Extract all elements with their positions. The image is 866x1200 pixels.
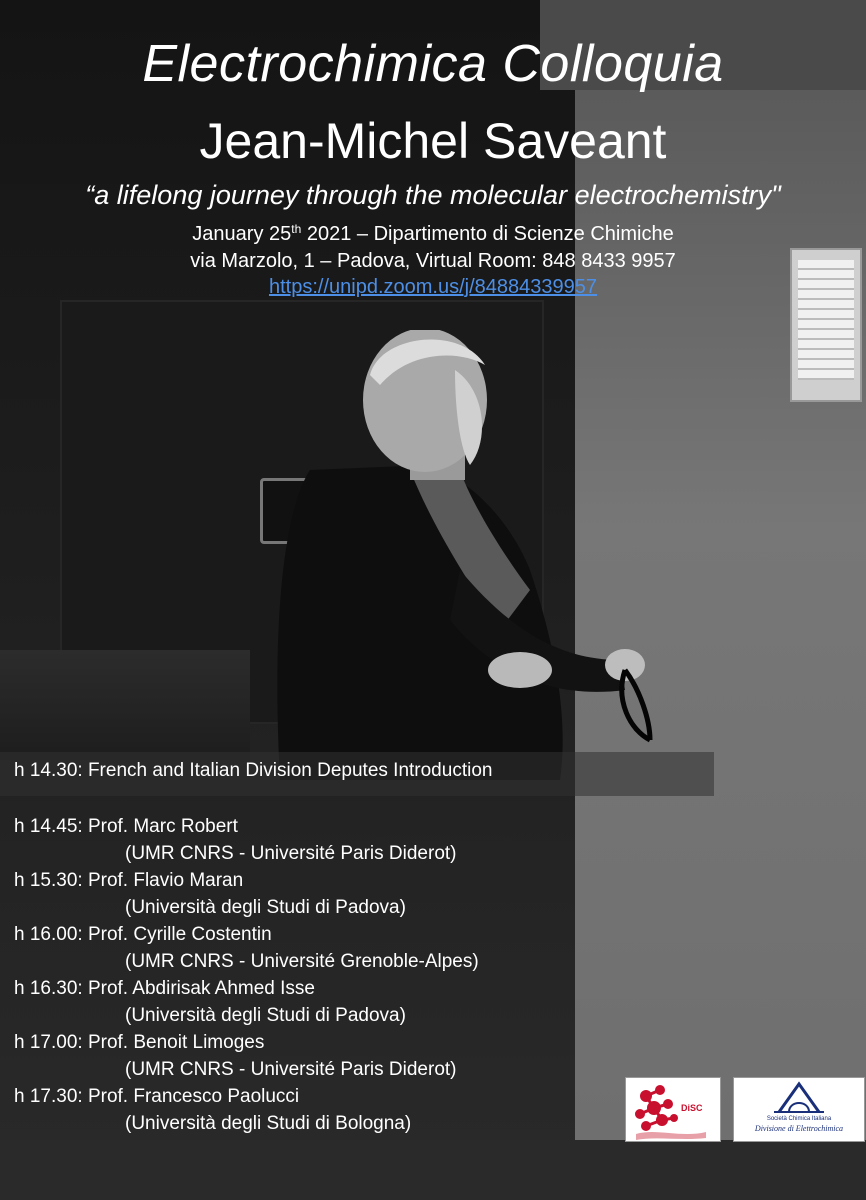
agenda-item-affiliation: (Università degli Studi di Bologna): [125, 1113, 412, 1134]
agenda-item-time-title: h 17.30: Prof. Francesco Paolucci: [14, 1086, 300, 1107]
agenda-item-affiliation: (UMR CNRS - Université Grenoble-Alpes): [125, 951, 479, 972]
agenda-item-affiliation: (UMR CNRS - Université Paris Diderot): [125, 843, 457, 864]
date-ordinal: th: [291, 222, 302, 236]
talk-subtitle: “a lifelong journey through the molecular electrochemistry": [85, 180, 781, 210]
sci-logo-line2: Divisione di Elettrochimica: [754, 1124, 844, 1133]
agenda-item-affiliation: (Università degli Studi di Padova): [125, 897, 406, 918]
speaker-photo: [230, 330, 660, 780]
date-line: [0, 222, 866, 246]
date-prefix: January 25: [192, 223, 292, 245]
sci-logo: [733, 1077, 865, 1142]
agenda-item-time-title: h 15.30: Prof. Flavio Maran: [14, 870, 244, 891]
disc-logo: [625, 1077, 721, 1142]
zoom-link-row: [0, 276, 866, 299]
series-title: Electrochimica Colloquia: [142, 35, 724, 93]
disc-logo-text: DiSC: [681, 1103, 703, 1113]
bench: [0, 650, 250, 760]
zoom-link[interactable]: https://unipd.zoom.us/j/84884339957: [268, 276, 598, 298]
agenda-item-time-title: h 14.30: French and Italian Division Deputes Introduction: [14, 760, 493, 781]
sci-emblem-icon: [734, 1078, 864, 1118]
agenda-item-time-title: h 16.30: Prof. Abdirisak Ahmed Isse: [14, 978, 316, 999]
venue-line: via Marzolo, 1 – Padova, Virtual Room: 848 8433 9957: [190, 250, 676, 272]
sci-logo-line1: Società Chimica Italiana: [766, 1116, 832, 1122]
speaker-name: Jean-Michel Saveant: [199, 113, 667, 169]
agenda-item-time-title: h 17.00: Prof. Benoit Limoges: [14, 1032, 265, 1053]
agenda-item-affiliation: (Università degli Studi di Padova): [125, 1005, 406, 1026]
agenda-item-time-title: h 14.45: Prof. Marc Robert: [14, 816, 238, 837]
agenda-item-time-title: h 16.00: Prof. Cyrille Costentin: [14, 924, 272, 945]
agenda-item-affiliation: (UMR CNRS - Université Paris Diderot): [125, 1059, 457, 1080]
disc-molecule-icon: [626, 1078, 720, 1141]
date-suffix: 2021 – Dipartimento di Scienze Chimiche: [301, 223, 674, 245]
